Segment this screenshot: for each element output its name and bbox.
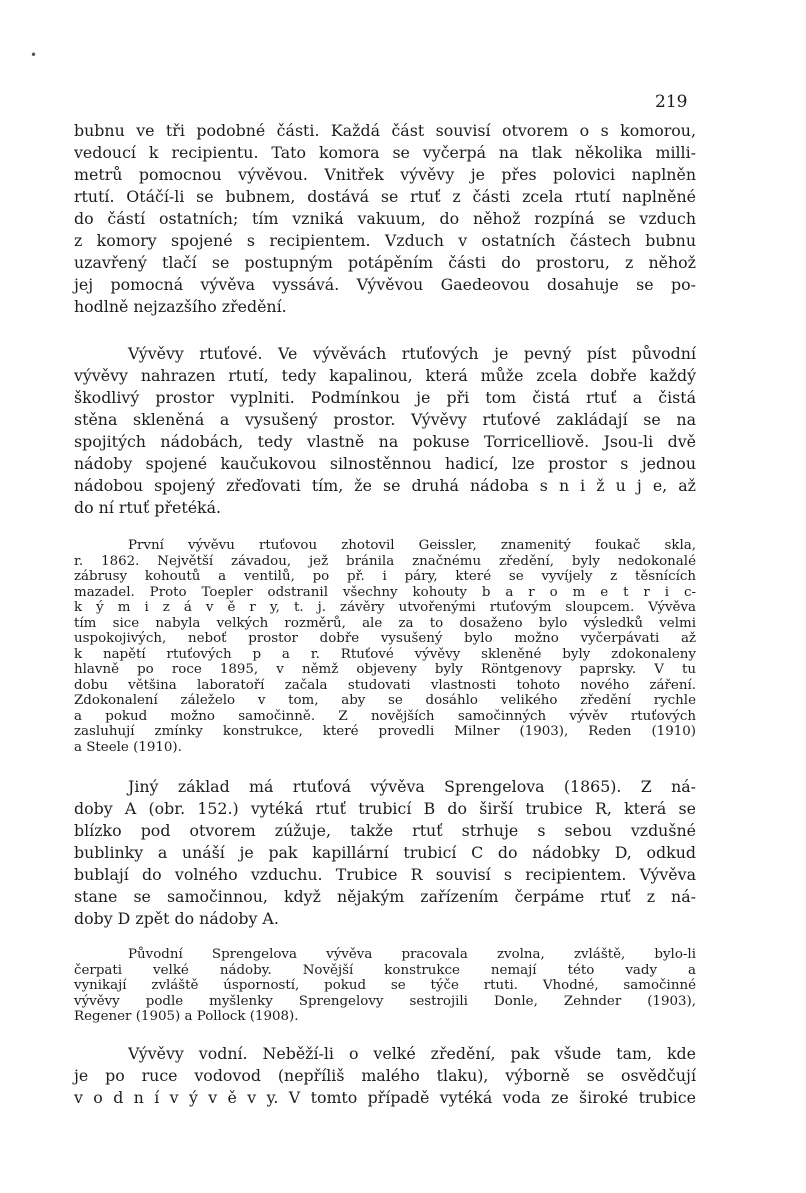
text-line: je po ruce vodovod (nepříliš malého tlaku), výborně se osvědčují [74, 1066, 696, 1085]
paragraph-sprengel-pump [74, 776, 696, 930]
text-line: jej pomocná vývěva vyssává. Vývěvou Gaedeovou dosahuje se po- [74, 275, 696, 294]
text-line: vývěvy podle myšlenky Sprengelovy sestrojili Donle, Zehnder (1903), [74, 993, 696, 1009]
text-line: spojitých nádobách, tedy vlastně na pokuse Torricelliově. Jsou-li dvě [74, 432, 696, 451]
text-line: hlavně po roce 1895, v němž objeveny byly Röntgenovy paprsky. V tu [74, 662, 696, 677]
text-line: čerpati velké nádoby. Novější konstrukce nemají této vady a [74, 962, 696, 978]
text-line: v o d n í v ý v ě v y. V tomto případě vytéká voda ze široké trubice [74, 1088, 696, 1107]
text-line: Zdokonalení záleželo v tom, aby se dosáhlo velikého zředění rychle [74, 693, 696, 708]
text-line: bublinky a unáší je pak kapillární trubicí C do nádobky D, odkud [74, 843, 696, 862]
text-line: mazadel. Proto Toepler odstranil všechny kohouty b a r o m e t r i c- [74, 584, 696, 600]
text-line: uspokojivých, neboť prostor dobře vysušený bylo možno vyčerpávati až [74, 631, 696, 646]
text-line: Regener (1905) a Pollock (1908). [74, 1009, 299, 1024]
text-line: a Steele (1910). [74, 739, 182, 755]
text-line: stane se samočinnou, když nějakým zařízením čerpáme rtuť z ná- [74, 887, 696, 906]
text-line: bublají do volného vzduchu. Trubice R souvisí s recipientem. Vývěva [74, 865, 696, 884]
text-line: a pokud možno samočinně. Z novějších samočinných vývěv rtuťových [74, 708, 696, 724]
text-line: vedoucí k recipientu. Tato komora se vyčerpá na tlak několika milli- [74, 143, 696, 162]
text-line: vynikají zvláště úsporností, pokud se týče rtuti. Vhodné, samočinné [74, 978, 696, 993]
text-line: nádoby spojené kaučukovou silnostěnnou hadicí, lze prostor s jednou [74, 454, 696, 473]
text-line: k ý m i z á v ě r y, t. j. závěry utvořenými rtuťovým sloupcem. Vývěva [74, 600, 696, 615]
text-line: rtutí. Otáčí-li se bubnem, dostává se rtuť z části zcela rtutí naplněné [74, 187, 696, 206]
text-line: metrů pomocnou vývěvou. Vnitřek vývěvy je přes polovici naplněn [74, 165, 696, 184]
text-line: hodlně nejzazšího zředění. [74, 297, 287, 316]
text-line: zábrusy kohoutů a ventilů, po př. i páry, které se vyvíjely z těsnících [74, 569, 696, 584]
text-line: blízko pod otvorem zúžuje, takže rtuť strhuje s sebou vzdušné [74, 821, 696, 840]
text-line: tím sice nabyla velkých rozměrů, ale za to dosaženo bylo výsledků velmi [74, 615, 696, 631]
text-line: Jiný základ má rtuťová vývěva Sprengelova (1865). Z ná- [128, 777, 696, 796]
text-line: Vývěvy rtuťové. Ve vývěvách rtuťových je pevný píst původní [128, 344, 696, 363]
page-number: 219 [655, 92, 688, 112]
text-line: uzavřený tlačí se postupným potápěním části do prostoru, z něhož [74, 253, 696, 272]
text-line: První vývěvu rtuťovou zhotovil Geissler, znamenitý foukač skla, [128, 538, 696, 553]
text-line: bubnu ve tři podobné části. Každá část souvisí otvorem o s komorou, [74, 121, 696, 140]
text-line: r. 1862. Největší závadou, jež bránila značnému zředění, byly nedokonalé [74, 553, 696, 569]
text-line: vývěvy nahrazen rtutí, tedy kapalinou, která může zcela dobře každý [74, 366, 696, 385]
text-line: stěna skleněná a vysušený prostor. Vývěvy rtuťové zakládají se na [74, 410, 696, 429]
text-line: dobu většina laboratoří začala studovati vlastnosti tohoto nového záření. [74, 677, 696, 693]
text-line: do částí ostatních; tím vzniká vakuum, do něhož rozpíná se vzduch [74, 209, 696, 228]
paragraph-water-pumps [74, 1043, 696, 1109]
text-line: do ní rtuť přetéká. [74, 498, 222, 517]
paragraph-mercury-pumps [74, 343, 696, 519]
text-line: z komory spojené s recipientem. Vzduch v ostatních částech bubnu [74, 231, 696, 250]
text-line: škodlivý prostor vyplniti. Podmínkou je při tom čistá rtuť a čistá [74, 388, 696, 407]
paragraph-mercury-history [74, 538, 696, 755]
paragraph-sprengel-notes [74, 947, 696, 1025]
text-line: k napětí rtuťových p a r. Rtuťové vývěvy skleněné byly zdokonaleny [74, 646, 696, 662]
text-line: doby D zpět do nádoby A. [74, 909, 279, 928]
paragraph-gaede-pump [74, 120, 696, 318]
text-line: nádobou spojený zřeďovati tím, že se druhá nádoba s n i ž u j e, až [74, 476, 696, 495]
text-line: zasluhují zmínky konstrukce, které provedli Milner (1903), Reden (1910) [74, 724, 696, 739]
margin-mark: • [30, 48, 38, 62]
text-line: doby A (obr. 152.) vytéká rtuť trubicí B do širší trubice R, která se [74, 799, 696, 818]
text-line: Vývěvy vodní. Neběží-li o velké zředění, pak všude tam, kde [128, 1044, 696, 1063]
text-line: Původní Sprengelova vývěva pracovala zvolna, zvláště, bylo-li [128, 947, 696, 962]
